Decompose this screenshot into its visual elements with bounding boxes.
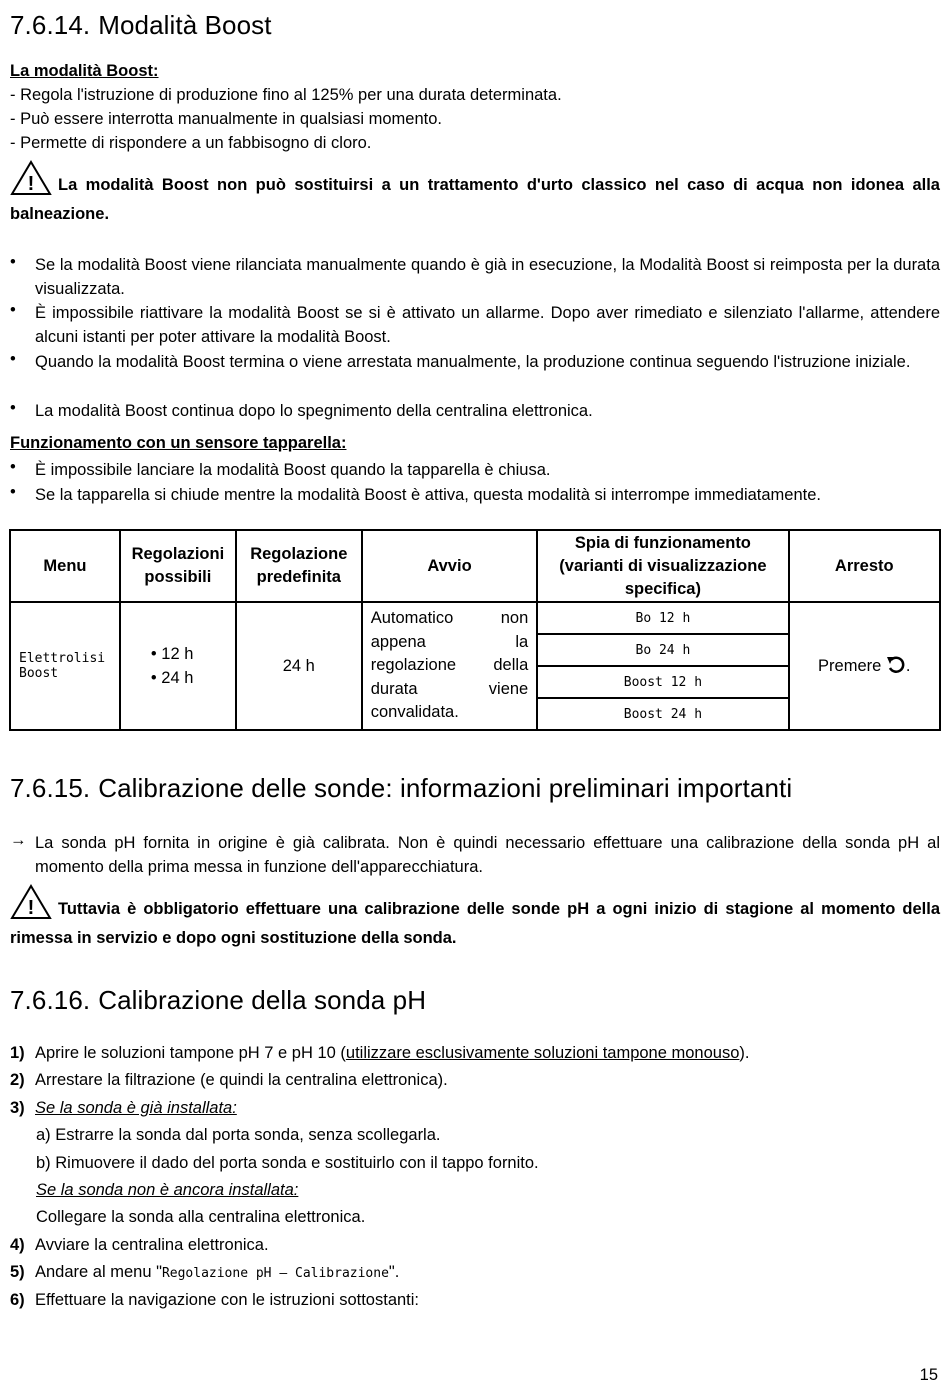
boost-note: • Se la modalità Boost viene rilanciata manualmente quando è già in esecuzione, la Modalità Boost si reimposta per la durata visualizzata.: [10, 253, 940, 298]
boost-intro-heading: La modalità Boost:: [10, 62, 159, 80]
boost-warning: ! La modalità Boost non può sostituirsi a un trattamento d'urto classico nel caso di acqua non idonea alla balneazione.: [10, 160, 940, 229]
boost-intro-line: - Permette di rispondere a un fabbisogno di cloro.: [10, 134, 372, 152]
sub-step-item: b) Rimuovere il dado del porta sonda e sostituirlo con il tappo fornito.: [36, 1154, 539, 1172]
step-item: 3) Se la sonda è già installata:: [10, 1099, 237, 1117]
boost-intro-line: - Regola l'istruzione di produzione fino al 125% per una durata determinata.: [10, 86, 562, 104]
indicator-row: Bo 12 h: [538, 603, 787, 635]
indicator-row: Bo 24 h: [538, 635, 787, 667]
step-item: 2) Arrestare la filtrazione (e quindi la centralina elettronica).: [10, 1071, 448, 1089]
back-arrow-icon: [886, 656, 906, 674]
table-header: Avvio: [362, 530, 538, 602]
sensor-note: • È impossibile lanciare la modalità Boost quando la tapparella è chiusa.: [10, 458, 551, 479]
stop-cell: Premere .: [789, 602, 940, 730]
section-title-ph-calibration: 7.6.16. Calibrazione della sonda pH: [10, 985, 427, 1015]
boost-table: [9, 529, 941, 731]
table-header: Regolazione predefinita: [236, 530, 362, 602]
warning-icon: [10, 160, 52, 196]
table-header: Regolazioni possibili: [120, 530, 236, 602]
boost-note: • La modalità Boost continua dopo lo spegnimento della centralina elettronica.: [10, 399, 593, 420]
boost-note: • Quando la modalità Boost termina o viene arrestata manualmente, la produzione continua seguendo l'istruzione iniziale.: [10, 350, 911, 371]
setting-option: • 24 h: [150, 669, 194, 687]
table-header: Menu: [10, 530, 120, 602]
svg-text:!: !: [27, 897, 35, 919]
table-header: Spia di funzionamento (varianti di visualizzazione specifica): [537, 530, 788, 602]
boost-intro-line: - Può essere interrotta manualmente in qualsiasi momento.: [10, 110, 442, 128]
connect-instruction: Collegare la sonda alla centralina elettronica.: [36, 1208, 366, 1226]
settings-cell: [120, 602, 236, 730]
warning-icon: [10, 884, 52, 920]
indicator-row: Boost 12 h: [538, 667, 787, 699]
table-header: Arresto: [789, 530, 940, 602]
calibration-warning: ! Tuttavia è obbligatorio effettuare una calibrazione delle sonde pH a ogni inizio di stagione al momento della rimessa in servizio e dopo ogni sostituzione della sonda.: [10, 884, 940, 953]
section-title-boost: 7.6.14. Modalità Boost: [10, 10, 272, 40]
section-title-calibration-info: 7.6.15. Calibrazione delle sonde: informazioni preliminari importanti: [10, 773, 793, 803]
calibration-info-note: → La sonda pH fornita in origine è già calibrata. Non è quindi necessario effettuare una calibrazione della sonda pH al momento della prima messa in funzione dell'apparecchiatura.: [10, 831, 940, 876]
sensor-heading: Funzionamento con un sensore tapparella:: [10, 434, 347, 452]
svg-text:!: !: [27, 173, 35, 195]
step-item: 1) Aprire le soluzioni tampone pH 7 e pH 10 (utilizzare esclusivamente soluzioni tampone monouso).: [10, 1044, 750, 1062]
default-cell: 24 h: [236, 602, 362, 730]
arrow-right-icon: →: [10, 831, 27, 849]
boost-note: • È impossibile riattivare la modalità Boost se si è attivato un allarme. Dopo aver rimediato e silenziato l'allarme, attendere alcuni istanti per poter attivare la modalità Boost.: [10, 301, 940, 346]
indicator-cell: [537, 602, 788, 730]
sub-step-item: a) Estrarre la sonda dal porta sonda, senza scollegarla.: [36, 1126, 441, 1144]
step-item: 6) Effettuare la navigazione con le istruzioni sottostanti:: [10, 1291, 420, 1309]
indicator-row: Boost 24 h: [623, 706, 703, 722]
start-cell: Automatico non appena la regolazione della durata viene convalidata.: [362, 602, 538, 730]
step-item: 5) Andare al menu "Regolazione pH – Calibrazione".: [10, 1263, 400, 1281]
page-number: 15: [919, 1366, 938, 1384]
sensor-note: • Se la tapparella si chiude mentre la modalità Boost è attiva, questa modalità si interrompe immediatamente.: [10, 483, 821, 504]
not-installed-heading: Se la sonda non è ancora installata:: [36, 1181, 299, 1199]
setting-option: • 12 h: [150, 645, 194, 663]
menu-cell: Elettrolisi Boost: [10, 602, 120, 730]
step-item: 4) Avviare la centralina elettronica.: [10, 1236, 269, 1254]
